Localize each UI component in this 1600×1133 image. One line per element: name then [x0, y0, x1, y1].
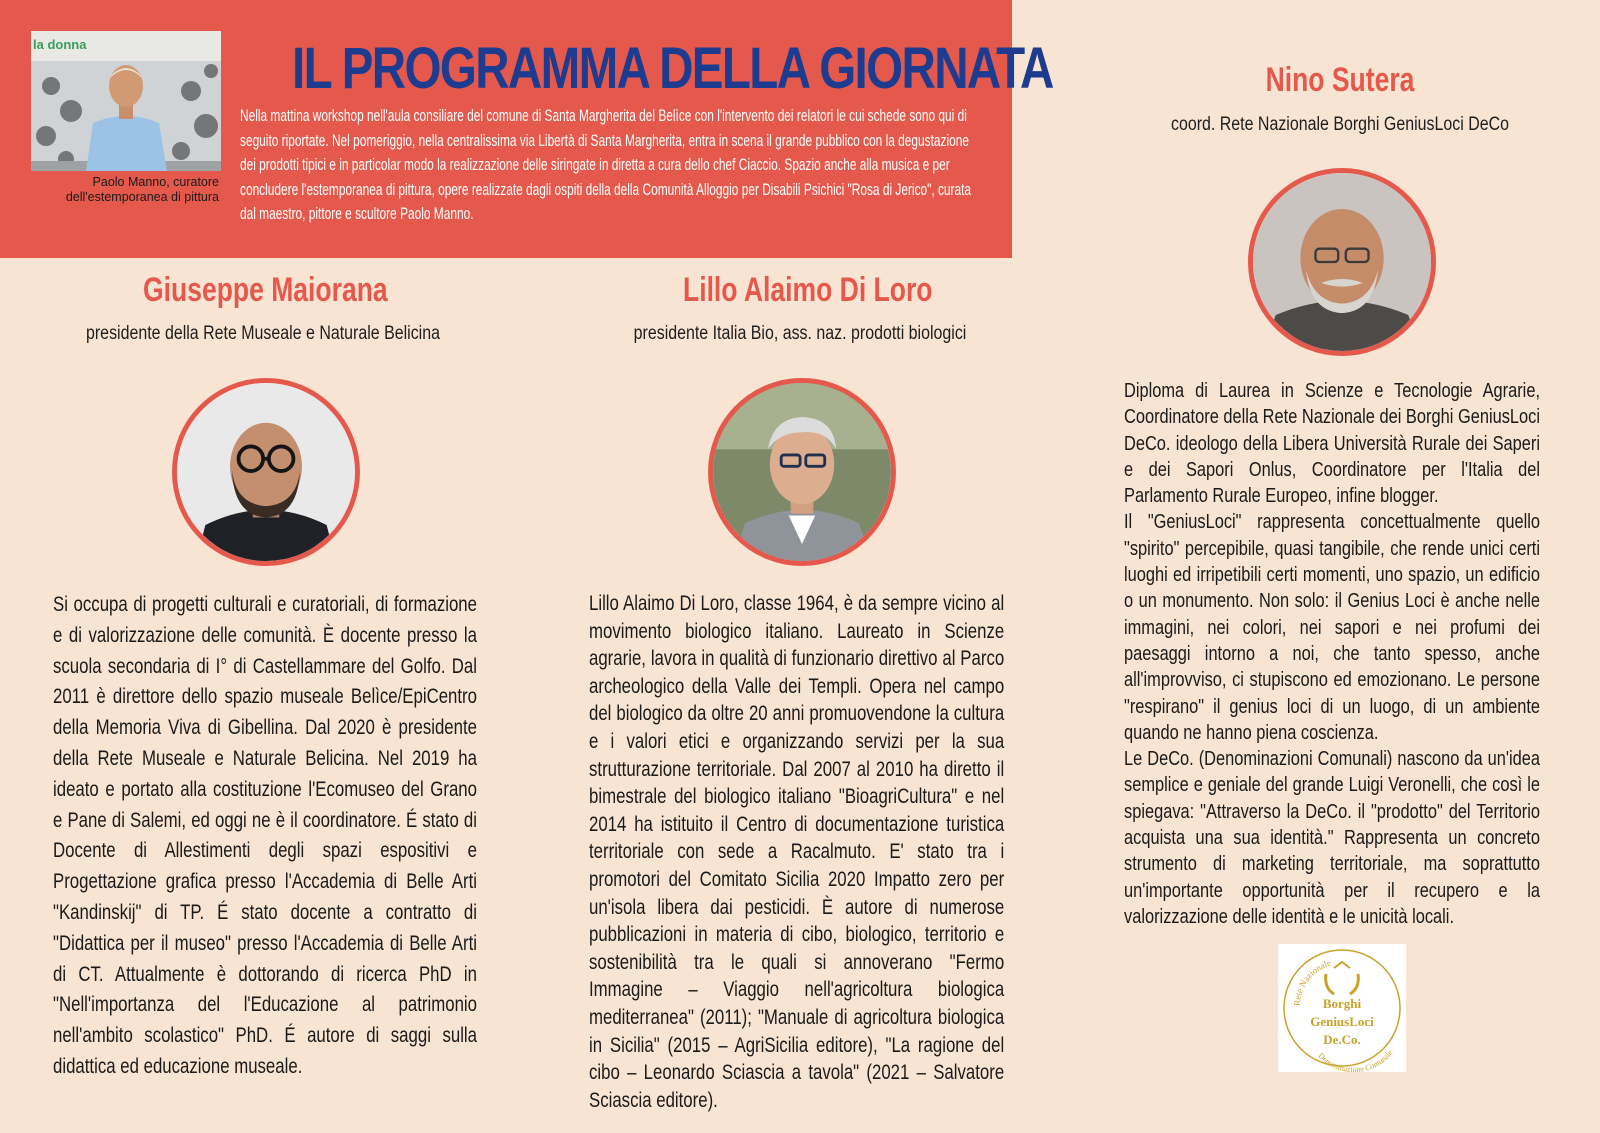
speaker-role: presidente Italia Bio, ass. naz. prodotti biologici: [633, 323, 967, 344]
bio-paragraph: Diploma di Laurea in Scienze e Tecnologie Agrarie, Coordinatore della Rete Nazionale dei Borghi GeniusLoci DeCo. ideologo della Libera Università Rurale dei Saperi e dei Sapori Onlus, Coordinatore per l'Italia del Parlamento Rurale Europeo, infine blogger.: [1124, 379, 1540, 508]
speaker-name: Giuseppe Maiorana: [143, 271, 388, 309]
geniusloci-deco-logo: [1278, 944, 1406, 1072]
speaker-name: Lillo Alaimo Di Loro: [683, 271, 933, 309]
logo-line1: Borghi: [1322, 996, 1362, 1011]
speaker-bio: Lillo Alaimo Di Loro, classe 1964, è da sempre vicino al movimento biologico italiano. Laureato in Scienze agrarie, lavora in qualità di funzionario direttivo al Parco archeologico della Valle dei Templi. Opera nel campo del biologico da oltre 20 anni promuovendone la cultura e i valori etici e organizzando servizi per la sua strutturazione territoriale. Dal 2007 al 2010 ha diretto il bimestrale del biologico italiano "BioagriCultura" e nel 2014 ha istituito il Centro di documentazione turistica territoriale con sede a Racalmuto. E' stato tra i promotori del Comitato Sicilia 2020 Impatto zero per un'isola libera dai pesticidi. È autore di numerose pubblicazioni in materia di cibo, biologico, territorio e sostenibilità tra le quali si annoverano "Fermo Immagine – Viaggio nell'agricoltura biologica mediterranea" (2011); "Manuale di agricoltura biologica in Sicilia" (2015 – AgriSicilia editore), "La ragione del cibo – Leonardo Sciascia a tavola" (2021 – Salvatore Sciascia editore).: [589, 592, 1005, 1112]
photo-caption: [20, 175, 219, 205]
speaker-bio: [1124, 378, 1540, 930]
portrait-illustration: [1253, 173, 1431, 351]
paolo-manno-photo: [31, 31, 221, 171]
logo-line3: De.Co.: [1323, 1032, 1361, 1047]
bio-paragraph: Le DeCo. (Denominazioni Comunali) nascono da un'idea semplice e geniale del grande Luigi Veronelli, che così le spiegava: "Attraverso la DeCo. il "prodotto" del Territorio acquista una sua identità." Rappresenta un concreto strumento di marketing territoriale, ma soprattutto un'importante opportunità per il recupero e la valorizzazione delle identità e le unicità locali.: [1124, 747, 1540, 928]
logo-line2: GeniusLoci: [1310, 1014, 1374, 1029]
caption-line: dell'estemporanea di pittura: [65, 190, 219, 204]
speaker-role: coord. Rete Nazionale Borghi GeniusLoci DeCo: [1170, 114, 1509, 135]
logo-emblem: [1278, 944, 1406, 1072]
portrait-illustration: [177, 383, 355, 561]
speaker-portrait: [708, 378, 896, 566]
speaker-portrait: [1248, 168, 1436, 356]
speaker-role: presidente della Rete Museale e Naturale Belicina: [85, 323, 440, 344]
photo-illustration: [31, 31, 221, 171]
speaker-name: Nino Sutera: [1265, 61, 1415, 99]
program-banner: [0, 0, 1053, 258]
speaker-bio: Si occupa di progetti culturali e curatoriali, di formazione e di valorizzazione delle comunità. È docente presso la scuola secondaria di I° di Castellammare del Golfo. Dal 2011 è direttore dello spazio museale Belìce/EpiCentro della Memoria Viva di Gibellina. Dal 2020 è presidente della Rete Museale e Naturale Belicina. Nel 2019 ha ideato e portato alla costituzione l'Ecomuseo del Grano e Pane di Salemi, ed oggi ne è il coordinatore. É stato di Docente di Allestimenti degli spazi espositivi e Progettazione grafica presso l'Accademia di Belle Arti "Kandinskij" di TP. É stato docente a contratto di "Didattica per il museo" presso l'Accademia di Belle Arti di CT. Attualmente è dottorando di ricerca PhD in "Nell'importanza del l'Educazione al patrimonio nell'ambito scolastico" PhD. É autore di saggi sulla didattica ed educazione museale.: [53, 593, 477, 1078]
bio-paragraph: Il "GeniusLoci" rappresenta concettualmente quello "spirito" percepibile, quasi tangibile, che rende unici certi luoghi ed irripetibili certi momenti, uno spazio, un edificio o un monumento. Non solo: il Genius Loci è anche nelle immagini, nei colori, nei sapori e nei profumi dei paesaggi intorno a noi, che tanto spesso, anche all'improvviso, ci stupiscono ed emozionano. Le persone "respirano" il genius loci di un luogo, di un ambiente quando ne hanno piena coscienza.: [1124, 510, 1540, 744]
speaker-portrait: [172, 378, 360, 566]
program-description: Nella mattina workshop nell'aula consiliare del comune di Santa Margherita del Belìce con l'intervento dei relatori le cui schede sono qui di seguito riportate. Nel pomeriggio, nella centralissima via Libertà di Santa Margherita, entra in scena il grande pubblico con la degustazione dei prodotti tipici e in particolar modo la realizzazione delle siringate in diretta a cura dello chef Ciaccio. Spazio anche alla musica e per concludere l'estemporanea di pittura, opere realizzate dagli ospiti della della Comunità Alloggio per Disabili Psichici "Rosa di Jerico", curata dal maestro, pittore e scultore Paolo Manno.: [240, 106, 972, 224]
logo-arc-top: Rete Nazionale: [1291, 957, 1333, 1007]
caption-line: Paolo Manno, curatore: [92, 175, 219, 189]
page-title: IL PROGRAMMA DELLA GIORNATA: [292, 36, 1053, 101]
photo-sign: la donna: [33, 37, 87, 52]
svg-text:Denominazione Comunale: [1316, 1048, 1394, 1072]
logo-arc-bottom: Denominazione Comunale: [1316, 1048, 1395, 1072]
portrait-illustration: [713, 383, 891, 561]
